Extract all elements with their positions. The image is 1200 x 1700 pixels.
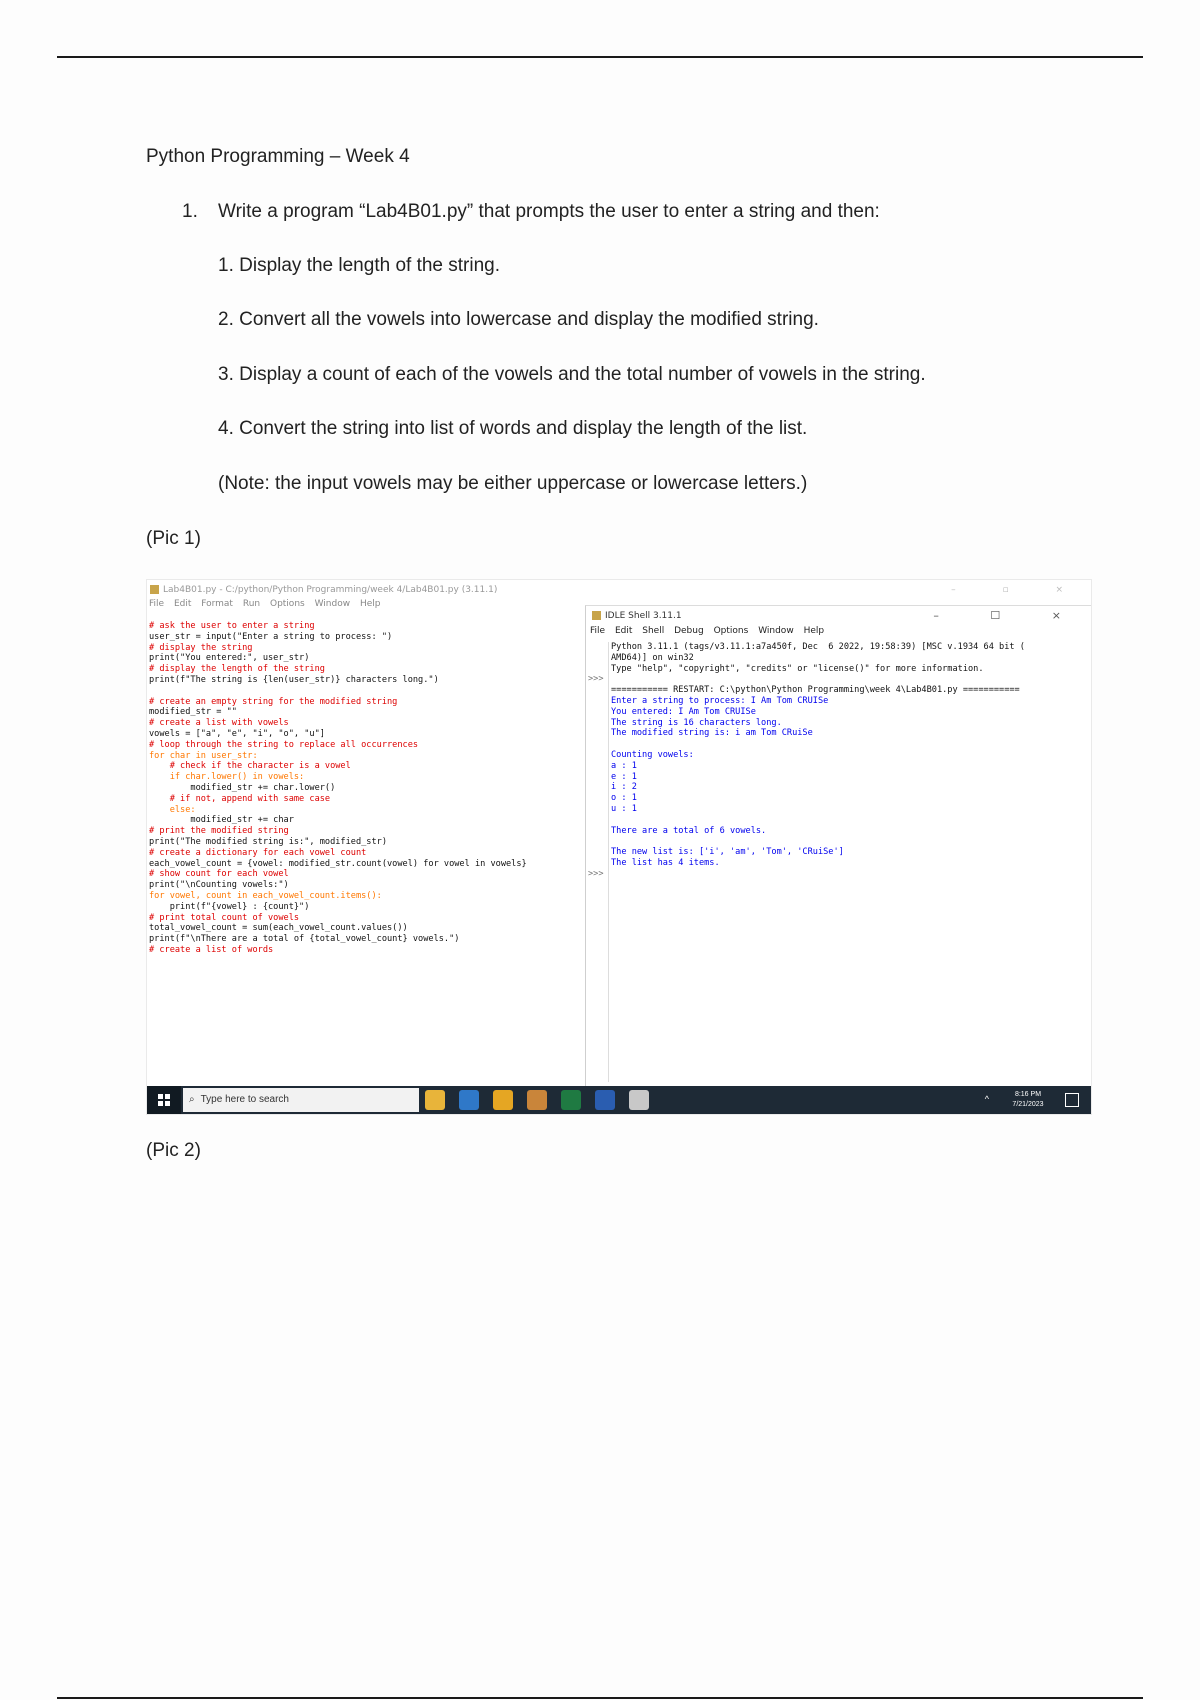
code-line: else: xyxy=(149,804,196,815)
idle-shell-icon xyxy=(592,611,601,620)
shell-line: i : 2 xyxy=(611,782,637,793)
code-line: print(f"\nThere are a total of {total_vowel_count} vowels.") xyxy=(149,934,460,945)
shell-output[interactable] xyxy=(611,642,1089,1082)
code-line: # loop through the string to replace all occurrences xyxy=(149,739,419,750)
code-line: print("You entered:", user_str) xyxy=(149,653,310,664)
editor-title-bar xyxy=(147,580,1091,600)
shell-window-controls[interactable]: – ☐ × xyxy=(933,609,1085,622)
notification-icon[interactable] xyxy=(1065,1093,1079,1107)
shell-line xyxy=(611,836,1089,847)
question-text: Write a program “Lab4B01.py” that prompts the user to enter a string and then: xyxy=(218,201,880,222)
shell-line xyxy=(611,739,1089,750)
shell-line: The string is 16 characters long. xyxy=(611,717,782,728)
clock[interactable] xyxy=(1003,1090,1053,1110)
shell-line: The modified string is: i am Tom CRuiSe xyxy=(611,728,813,739)
menu-options[interactable]: Options xyxy=(269,599,305,609)
shell-title-bar xyxy=(586,606,1091,626)
menu-debug[interactable]: Debug xyxy=(674,626,704,636)
clock-date: 7/21/2023 xyxy=(1012,1101,1044,1108)
code-line: # create an empty string for the modified string xyxy=(149,696,398,707)
code-line: # ask the user to enter a string xyxy=(149,621,315,631)
search-placeholder: Type here to search xyxy=(200,1094,289,1105)
shell-prompt: >>> xyxy=(588,869,604,879)
pic2-label: (Pic 2) xyxy=(146,1140,201,1161)
shell-line xyxy=(611,674,1089,685)
code-line: print("\nCounting vowels:") xyxy=(149,880,289,891)
idle-shell-window xyxy=(585,605,1091,1088)
shell-line: You entered: I Am Tom CRUISe xyxy=(611,706,756,717)
clock-time: 8:16 PM xyxy=(1014,1091,1042,1098)
requirement-item: 3. Display a count of each of the vowels and the total number of vowels in the string. xyxy=(218,364,926,385)
shell-line: There are a total of 6 vowels. xyxy=(611,825,767,836)
menu-options[interactable]: Options xyxy=(713,626,749,636)
menu-shell[interactable]: Shell xyxy=(642,626,665,636)
code-line: modified_str = "" xyxy=(149,707,237,718)
menu-format[interactable]: Format xyxy=(201,599,233,609)
requirement-item: 1. Display the length of the string. xyxy=(218,255,500,276)
file-explorer-icon[interactable] xyxy=(425,1090,445,1110)
shell-line: Type "help", "copyright", "credits" or "license()" for more information. xyxy=(611,663,984,674)
code-line: # print total count of vowels xyxy=(149,912,300,923)
code-line: for vowel, count in each_vowel_count.items(): xyxy=(149,890,382,901)
code-line: each_vowel_count = {vowel: modified_str.count(vowel) for vowel in vowels} xyxy=(149,858,527,869)
app-icon[interactable] xyxy=(527,1090,547,1110)
shell-line: The list has 4 items. xyxy=(611,857,720,868)
requirement-item: 4. Convert the string into list of words and display the length of the list. xyxy=(218,418,808,439)
code-line: # create a dictionary for each vowel count xyxy=(149,847,367,858)
shell-line: e : 1 xyxy=(611,771,637,782)
idle-file-icon xyxy=(150,585,159,594)
shell-line: Enter a string to process: I Am Tom CRUISe xyxy=(611,695,829,706)
shell-line: Counting vowels: xyxy=(611,749,694,760)
tray-expand-icon[interactable]: ^ xyxy=(984,1094,989,1104)
menu-edit[interactable]: Edit xyxy=(614,626,633,636)
editor-title: Lab4B01.py - C:/python/Python Programming/week 4/Lab4B01.py (3.11.1) xyxy=(163,585,498,595)
menu-window[interactable]: Window xyxy=(758,626,794,636)
taskbar xyxy=(147,1086,1091,1114)
shell-line: The new list is: ['i', 'am', 'Tom', 'CRuiSe'] xyxy=(611,847,844,858)
shell-menu-bar xyxy=(586,626,1091,639)
shell-line: o : 1 xyxy=(611,793,637,804)
question-number: 1. xyxy=(182,201,198,222)
top-rule xyxy=(57,56,1143,58)
shell-prompt-gutter xyxy=(586,642,609,1082)
code-editor[interactable] xyxy=(149,621,581,1081)
windows-logo-icon xyxy=(158,1094,170,1106)
page-title: Python Programming – Week 4 xyxy=(146,146,410,167)
code-line: vowels = ["a", "e", "i", "o", "u"] xyxy=(149,728,325,739)
code-line: for char in user_str: xyxy=(149,750,258,761)
code-line: # print the modified string xyxy=(149,826,289,837)
shell-prompt: >>> xyxy=(588,674,604,684)
idle-icon[interactable] xyxy=(629,1090,649,1110)
editor-window-controls[interactable]: – ▫ × xyxy=(951,585,1085,595)
menu-run[interactable]: Run xyxy=(242,599,261,609)
menu-file[interactable]: File xyxy=(590,626,606,636)
shell-line: =========== RESTART: C:\python\Python Programming\week 4\Lab4B01.py =========== xyxy=(611,685,1020,696)
requirement-item: 2. Convert all the vowels into lowercase and display the modified string. xyxy=(218,309,819,330)
excel-icon[interactable] xyxy=(561,1090,581,1110)
search-icon: ⌕ xyxy=(189,1094,195,1105)
menu-file[interactable]: File xyxy=(149,599,165,609)
code-line: modified_str += char xyxy=(149,815,294,826)
code-line: if char.lower() in vowels: xyxy=(149,772,305,783)
taskbar-search[interactable] xyxy=(183,1088,419,1112)
menu-help[interactable]: Help xyxy=(359,599,381,609)
code-line: # create a list of words xyxy=(149,944,274,955)
code-line xyxy=(149,686,581,697)
shell-line: u : 1 xyxy=(611,803,637,814)
code-line: modified_str += char.lower() xyxy=(149,782,336,793)
code-line: # display the length of the string xyxy=(149,664,325,675)
code-line: # show count for each vowel xyxy=(149,869,289,880)
menu-window[interactable]: Window xyxy=(314,599,351,609)
menu-help[interactable]: Help xyxy=(803,626,825,636)
edge-browser-icon[interactable] xyxy=(459,1090,479,1110)
chrome-icon[interactable] xyxy=(493,1090,513,1110)
start-button[interactable] xyxy=(147,1086,181,1114)
menu-edit[interactable]: Edit xyxy=(173,599,192,609)
note-text: (Note: the input vowels may be either uppercase or lowercase letters.) xyxy=(218,473,808,494)
code-line: print("The modified string is:", modified_str) xyxy=(149,836,387,847)
bottom-rule xyxy=(57,1697,1143,1699)
shell-line: a : 1 xyxy=(611,760,637,771)
shell-title: IDLE Shell 3.11.1 xyxy=(605,611,682,621)
screenshot-image xyxy=(146,579,1092,1115)
code-line: # if not, append with same case xyxy=(149,793,331,804)
code-line: total_vowel_count = sum(each_vowel_count.values()) xyxy=(149,923,408,934)
shell-line xyxy=(611,815,1089,826)
code-line: user_str = input("Enter a string to process: ") xyxy=(149,631,393,642)
editor-menu-bar xyxy=(149,599,388,613)
shell-line: AMD64)] on win32 xyxy=(611,652,694,663)
word-icon[interactable] xyxy=(595,1090,615,1110)
code-line: print(f"The string is {len(user_str)} characters long.") xyxy=(149,674,439,685)
code-line: # create a list with vowels xyxy=(149,718,289,729)
pic1-label: (Pic 1) xyxy=(146,528,201,549)
code-line: # check if the character is a vowel xyxy=(149,761,351,772)
code-line: print(f"{vowel} : {count}") xyxy=(149,901,310,912)
shell-line: Python 3.11.1 (tags/v3.11.1:a7a450f, Dec 6 2022, 19:58:39) [MSC v.1934 64 bit ( xyxy=(611,642,1025,652)
code-line: # display the string xyxy=(149,642,253,653)
